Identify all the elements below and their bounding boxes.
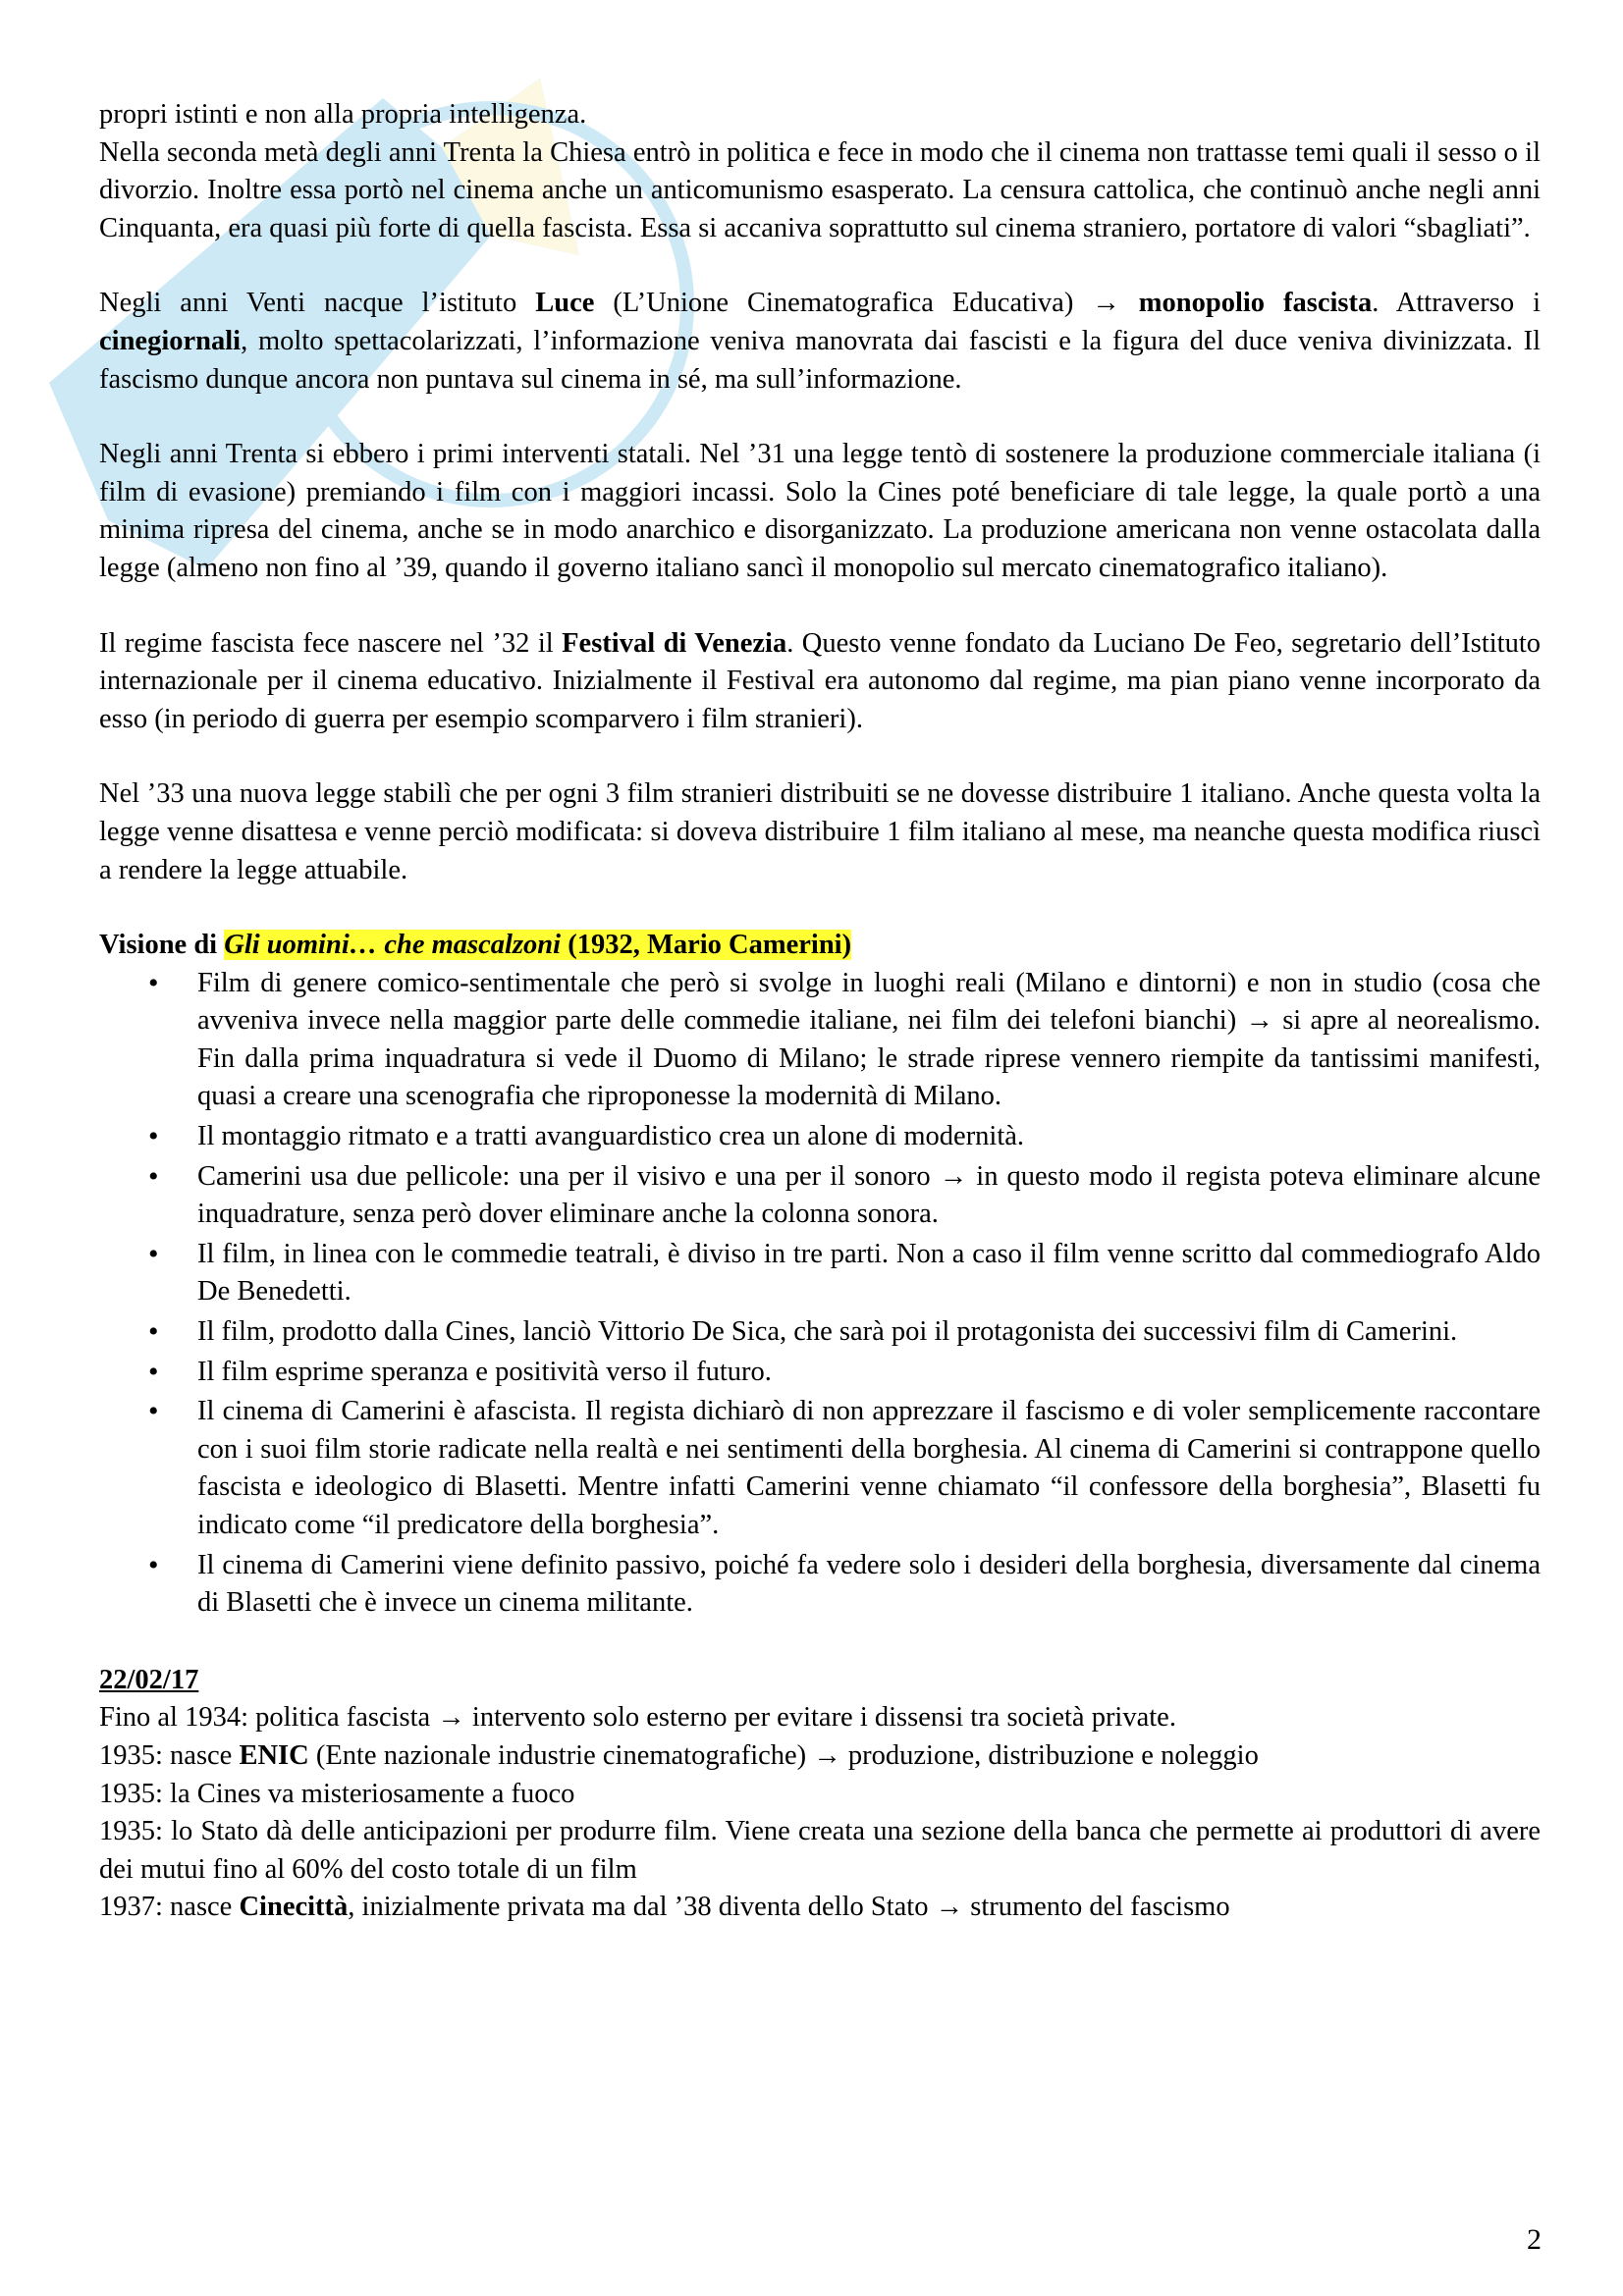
list-item: • Camerini usa due pellicole: una per il visivo e una per il sonoro → in questo modo il regista poteva eliminare alcune inquadrature, senza però dover eliminare anche la colonna sonora.	[99, 1158, 1541, 1234]
page-number: 2	[1527, 2223, 1542, 2256]
term-enic: ENIC	[239, 1739, 309, 1771]
list-item: • Il cinema di Camerini è afascista. Il regista dichiarò di non apprezzare il fascismo e di voler semplicemente raccontare con i suoi film storie radicate nella realtà e nei sentimenti della borghesia. Al cinema di Camerini si contrappone quello fascista e ideologico di Blasetti. Mentre infatti Camerini venne chiamato “il confessore della borghesia”, Blasetti fu indicato come “il predicatore della borghesia”.	[99, 1393, 1541, 1544]
term-cinecitta: Cinecittà	[239, 1892, 349, 1923]
paragraph-luce: Negli anni Venti nacque l’istituto Luce (L’Unione Cinematografica Educativa) → monopolio fascista. Attraverso i cinegiornali, molto spettacolarizzati, l’informazione veniva manovrata dai fascisti e la figura del duce veniva divinizzata. Il fascismo dunque ancora non puntava sul cinema in sé, ma sull’informazione.	[99, 288, 1541, 395]
highlighted-film-title: Gli uomini… che mascalzoni (1932, Mario Camerini)	[224, 930, 852, 961]
paragraph-anni-trenta: Negli anni Trenta si ebbero i primi interventi statali. Nel ’31 una legge tentò di sostenere la produzione commerciale italiana (i film di evasione) premiando i film con i maggiori incassi. Solo la Cines poté beneficiare di tale legge, la quale portò a una minima ripresa del cinema, anche se in modo anarchico e disorganizzato. La produzione americana non venne ostacolata dalla legge (almeno non fino al ’39, quando il governo italiano sancì il monopolio sul mercato cinematografico italiano).	[99, 439, 1541, 583]
paragraph-legge-33: Nel ’33 una nuova legge stabilì che per ogni 3 film stranieri distribuiti se ne dovesse distribuire 1 italiano. Anche questa volta la legge venne disattesa e venne perciò modificata: si doveva distribuire 1 film italiano al mese, ma neanche questa modifica riuscì a rendere la legge attuabile.	[99, 778, 1541, 885]
term-monopolio: monopolio fascista	[1138, 288, 1373, 319]
list-item: • Il montaggio ritmato e a tratti avanguardistico crea un alone di modernità.	[99, 1118, 1541, 1156]
timeline-line: 1935: la Cines va misteriosamente a fuoco	[99, 1778, 575, 1809]
list-item: • Film di genere comico-sentimentale che però si svolge in luoghi reali (Milano e dintorni) e non in studio (cosa che avveniva invece nella maggior parte delle commedie italiane, nei film dei telefoni bianchi) → si apre al neorealismo. Fin dalla prima inquadratura si vede il Duomo di Milano; le strade riprese vennero riempite da tantissimi manifesti, quasi a creare una scenografia che riproponesse la modernità di Milano.	[99, 965, 1541, 1116]
term-cinegiornali: cinegiornali	[99, 325, 242, 356]
paragraph-venezia: Il regime fascista fece nascere nel ’32 il Festival di Venezia. Questo venne fondato da Luciano De Feo, segretario dell’Istituto internazionale per il cinema educativo. Inizialmente il Festival era autonomo dal regime, ma pian piano venne incorporato da esso (in periodo di guerra per esempio scomparvero i film stranieri).	[99, 627, 1541, 734]
lesson-date: 22/02/17	[99, 1664, 199, 1695]
timeline-line: 1937: nasce Cinecittà, inizialmente privata ma dal ’38 diventa dello Stato → strumento del fascismo	[99, 1892, 1230, 1923]
section-heading-visione: Visione di Gli uomini… che mascalzoni (1932, Mario Camerini)	[99, 930, 852, 961]
timeline-line: 1935: nasce ENIC (Ente nazionale industrie cinematografiche) → produzione, distribuzione e noleggio	[99, 1739, 1259, 1771]
timeline-line: 1935: lo Stato dà delle anticipazioni per produrre film. Viene creata una sezione della banca che permette ai produttori di avere dei mutui fino al 60% del costo totale di un film	[99, 1816, 1541, 1885]
list-item: • Il film, prodotto dalla Cines, lanciò Vittorio De Sica, che sarà poi il protagonista dei successivi film di Camerini.	[99, 1313, 1541, 1352]
list-item: • Il cinema di Camerini viene definito passivo, poiché fa vedere solo i desideri della borghesia, diversamente dal cinema di Blasetti che è invece un cinema militante.	[99, 1547, 1541, 1623]
list-item: • Il film esprime speranza e positività verso il futuro.	[99, 1354, 1541, 1392]
term-luce: Luce	[535, 288, 595, 319]
timeline-line: Fino al 1934: politica fascista → intervento solo esterno per evitare i dissensi tra società private.	[99, 1702, 1176, 1734]
paragraph-intro-line: propri istinti e non alla propria intelligenza.	[99, 99, 587, 130]
term-festival: Festival di Venezia	[562, 627, 787, 659]
bullet-list	[99, 965, 1541, 1623]
document-page	[99, 96, 1541, 1927]
paragraph-chiesa: Nella seconda metà degli anni Trenta la Chiesa entrò in politica e fece in modo che il cinema non trattasse temi quali il sesso o il divorzio. Inoltre essa portò nel cinema anche un anticomunismo esasperato. La censura cattolica, che continuò anche negli anni Cinquanta, era quasi più forte di quella fascista. Essa si accaniva soprattutto sul cinema straniero, portatore di valori “sbagliati”.	[99, 136, 1541, 243]
list-item: • Il film, in linea con le commedie teatrali, è diviso in tre parti. Non a caso il film venne scritto dal commediografo Aldo De Benedetti.	[99, 1236, 1541, 1311]
